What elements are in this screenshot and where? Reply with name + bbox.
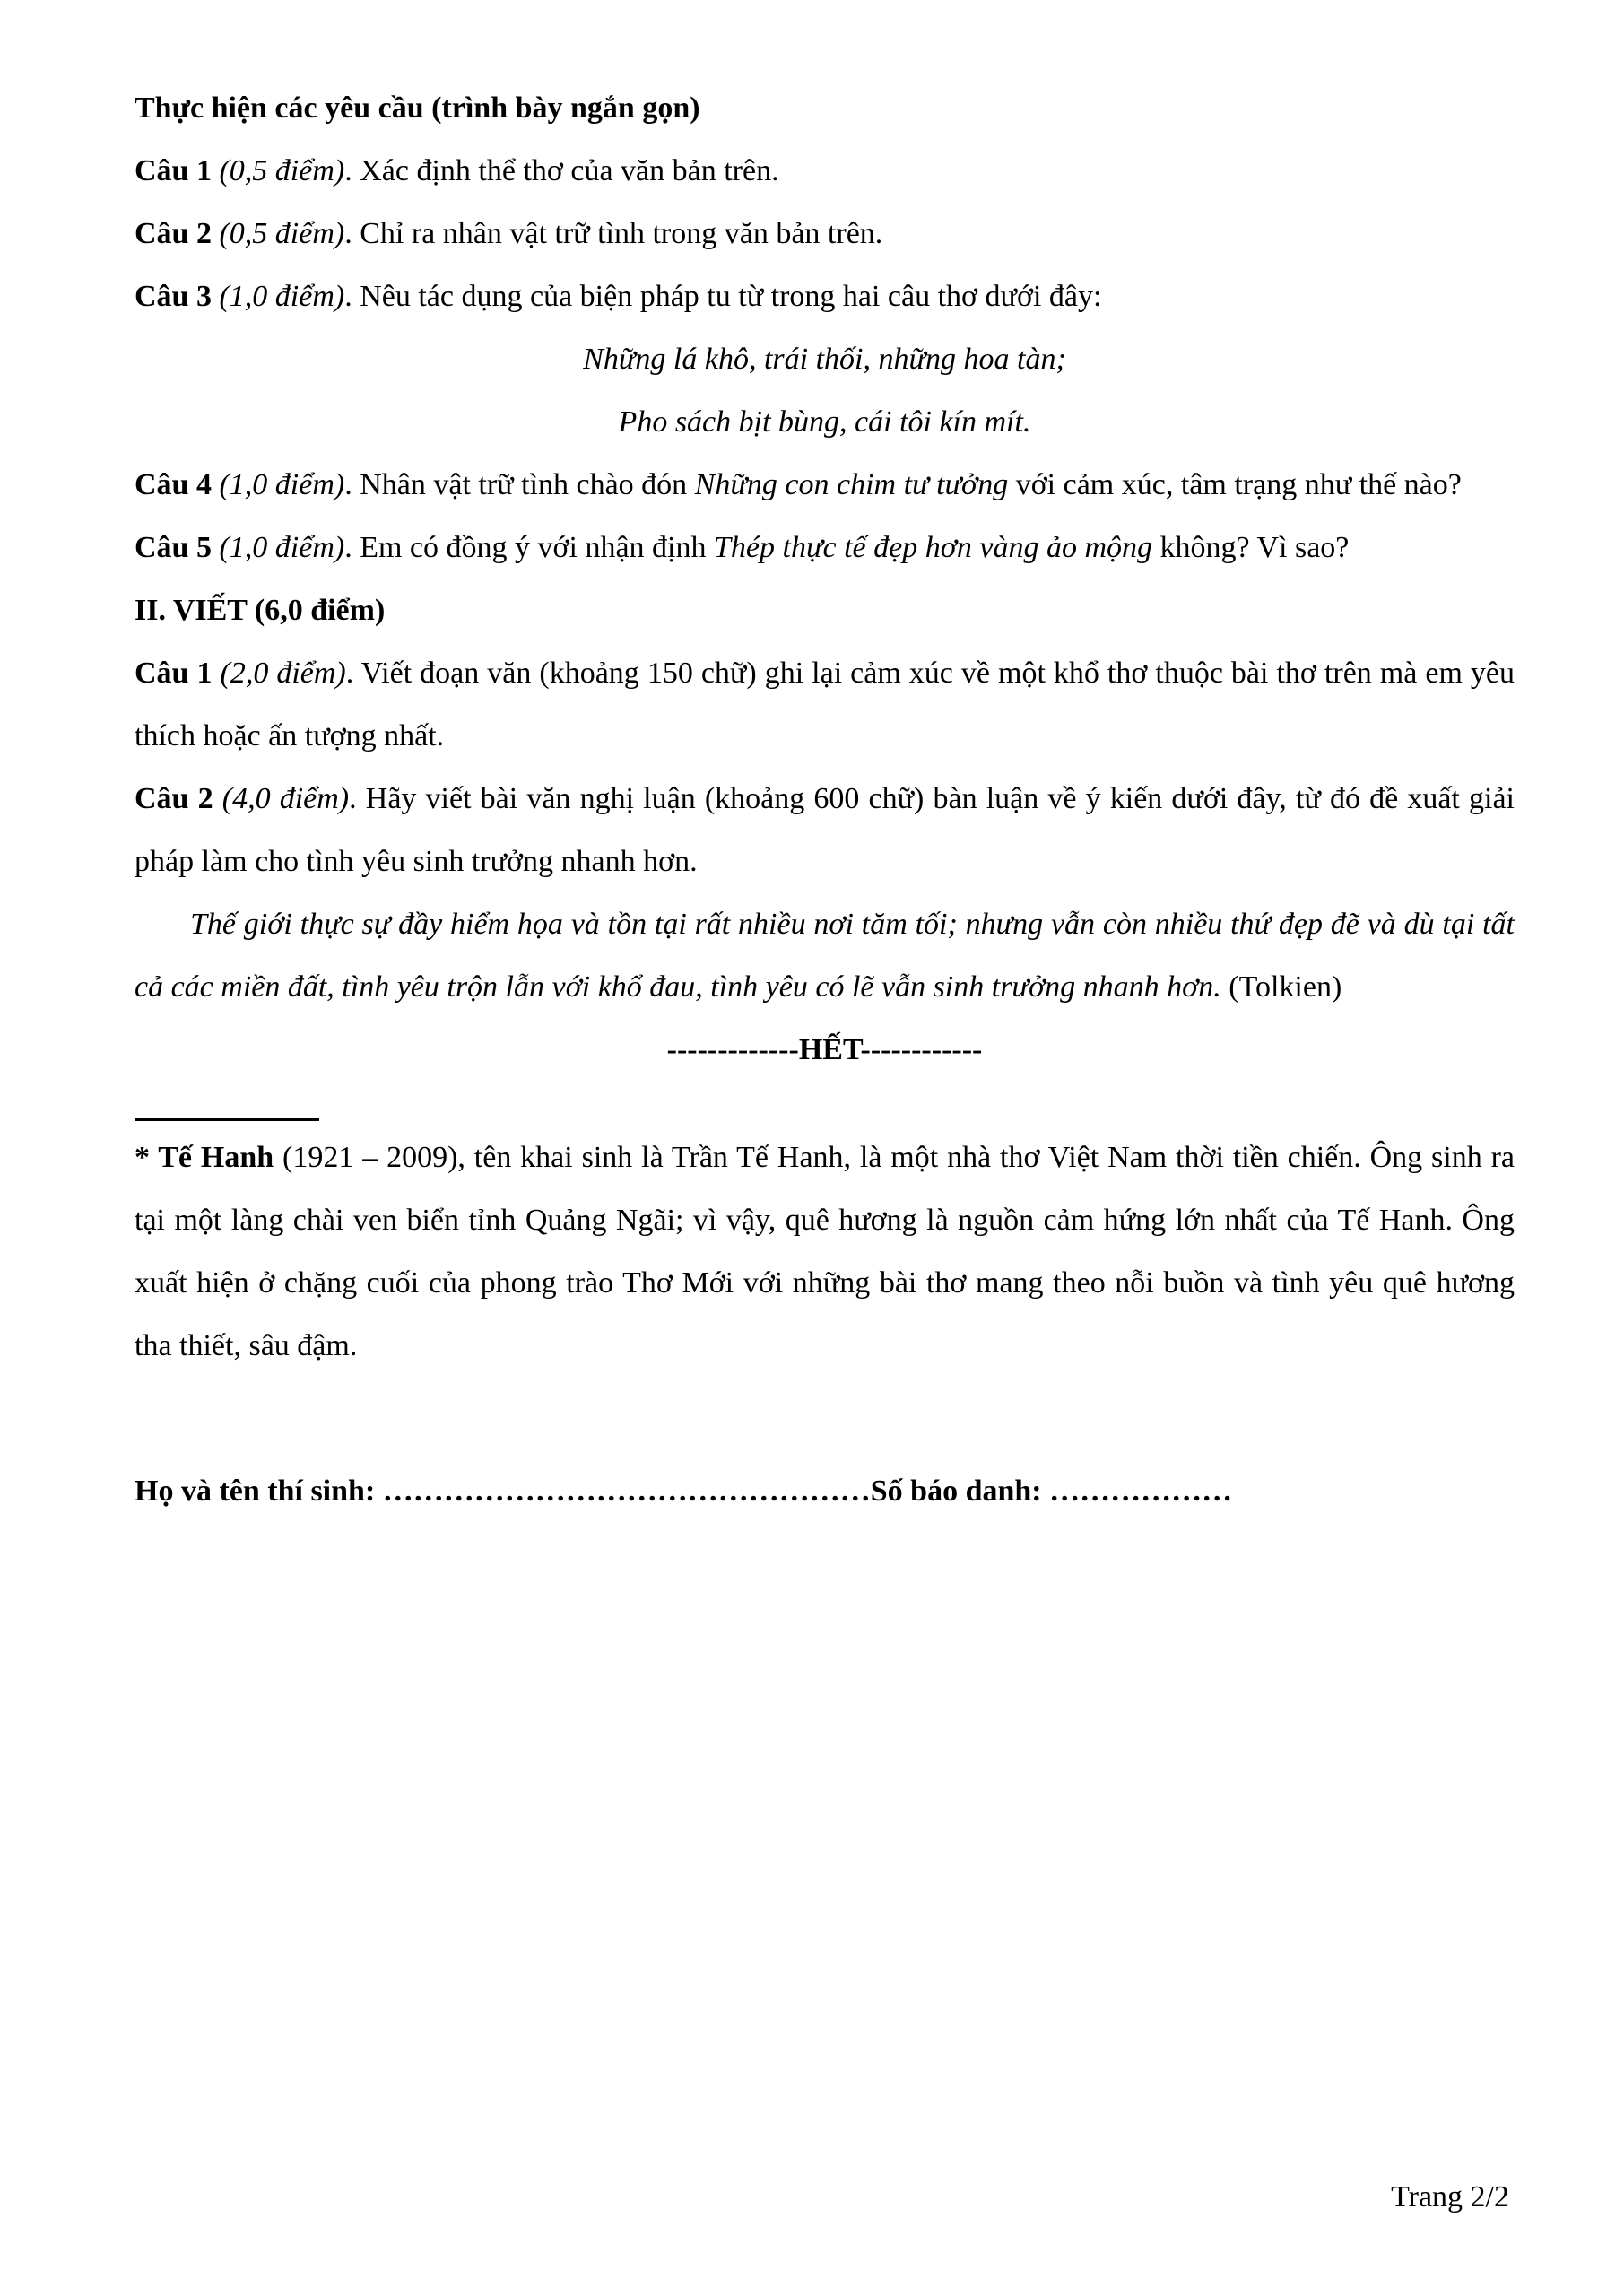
tolkien-quote bbox=[135, 893, 1515, 1019]
candidate-name-label: Họ và tên thí sinh: bbox=[135, 1474, 383, 1508]
question-3 bbox=[135, 265, 1515, 328]
question-3-points: (1,0 điểm) bbox=[219, 280, 345, 313]
poem-line-1: Những lá khô, trái thối, những hoa tàn; bbox=[583, 343, 1066, 376]
footnote bbox=[135, 1126, 1515, 1378]
question-2 bbox=[135, 203, 1515, 265]
question-1-label: Câu 1 bbox=[135, 154, 220, 187]
part2-question-2-text: . Hãy viết bài văn nghị luận (khoảng 600 chữ) bàn luận về ý kiến dưới đây, từ đó đề xuất giải pháp làm cho tình yêu sinh trưởng nhanh hơn. bbox=[135, 782, 1515, 878]
question-2-text: . Chỉ ra nhân vật trữ tình trong văn bản trên. bbox=[344, 217, 883, 250]
question-1-text: . Xác định thể thơ của văn bản trên. bbox=[344, 154, 779, 187]
part2-question-2-points: (4,0 điểm) bbox=[221, 782, 350, 815]
part2-question-2 bbox=[135, 768, 1515, 893]
tolkien-quote-text: Thế giới thực sự đầy hiểm họa và tồn tại rất nhiều nơi tăm tối; nhưng vẫn còn nhiều thứ đẹp đẽ và dù tại tất cả các miền đất, tình yêu trộn lẫn với khổ đau, tình yêu có lẽ vẫn sinh trưởng nhanh hơn. bbox=[135, 908, 1515, 1004]
question-5-text-2: không? Vì sao? bbox=[1152, 531, 1350, 564]
question-4-text-2: với cảm xúc, tâm trạng như thế nào? bbox=[1008, 468, 1462, 501]
question-1-points: (0,5 điểm) bbox=[219, 154, 345, 187]
question-5-quote: Thép thực tế đẹp hơn vàng ảo mộng bbox=[714, 531, 1152, 564]
part2-question-1-text: . Viết đoạn văn (khoảng 150 chữ) ghi lại cảm xúc về một khổ thơ thuộc bài thơ trên mà em yêu thích hoặc ấn tượng nhất. bbox=[135, 657, 1515, 752]
part2-question-1 bbox=[135, 642, 1515, 768]
footnote-text: (1921 – 2009), tên khai sinh là Trần Tế Hanh, là một nhà thơ Việt Nam thời tiền chiến. Ông sinh ra tại một làng chài ven biển tỉnh Quảng Ngãi; vì vậy, quê hương là nguồn cảm hứng lớn nhất của Tế Hanh. Ông xuất hiện ở chặng cuối của phong trào Thơ Mới với những bài thơ mang theo nỗi buồn và tình yêu quê hương tha thiết, sâu đậm. bbox=[135, 1141, 1515, 1362]
candidate-info-line bbox=[135, 1460, 1515, 1523]
footnote-author: * Tế Hanh bbox=[135, 1141, 283, 1174]
tolkien-quote-attribution: (Tolkien) bbox=[1220, 970, 1342, 1004]
question-4-quote: Những con chim tư tưởng bbox=[694, 468, 1009, 501]
part2-question-2-label: Câu 2 bbox=[135, 782, 222, 815]
candidate-number-label: Số báo danh: bbox=[870, 1474, 1050, 1508]
footnote-separator-line bbox=[135, 1118, 319, 1121]
poem-line-2: Pho sách bịt bùng, cái tôi kín mít. bbox=[618, 405, 1031, 439]
candidate-number-dotted-field: ……………… bbox=[1049, 1474, 1233, 1508]
question-5 bbox=[135, 517, 1515, 579]
part2-heading: II. VIẾT (6,0 điểm) bbox=[135, 594, 386, 627]
question-3-text: . Nêu tác dụng của biện pháp tu từ trong hai câu thơ dưới đây: bbox=[344, 280, 1102, 313]
question-4-points: (1,0 điểm) bbox=[219, 468, 345, 501]
question-5-text-1: . Em có đồng ý với nhận định bbox=[344, 531, 714, 564]
question-4 bbox=[135, 454, 1515, 517]
part2-question-1-points: (2,0 điểm) bbox=[220, 657, 346, 690]
page-number: Trang 2/2 bbox=[1391, 2180, 1509, 2213]
part2-question-1-label: Câu 1 bbox=[135, 657, 221, 690]
instruction-heading: Thực hiện các yêu cầu (trình bày ngắn gọn) bbox=[135, 91, 700, 125]
candidate-name-dotted-field: ………………………………………… bbox=[382, 1474, 871, 1508]
question-5-points: (1,0 điểm) bbox=[219, 531, 345, 564]
question-2-label: Câu 2 bbox=[135, 217, 220, 250]
question-4-text-1: . Nhân vật trữ tình chào đón bbox=[344, 468, 695, 501]
end-marker: -------------HẾT------------ bbox=[666, 1033, 983, 1066]
question-3-label: Câu 3 bbox=[135, 280, 220, 313]
question-5-label: Câu 5 bbox=[135, 531, 220, 564]
question-4-label: Câu 4 bbox=[135, 468, 220, 501]
question-2-points: (0,5 điểm) bbox=[219, 217, 345, 250]
question-1 bbox=[135, 140, 1515, 203]
